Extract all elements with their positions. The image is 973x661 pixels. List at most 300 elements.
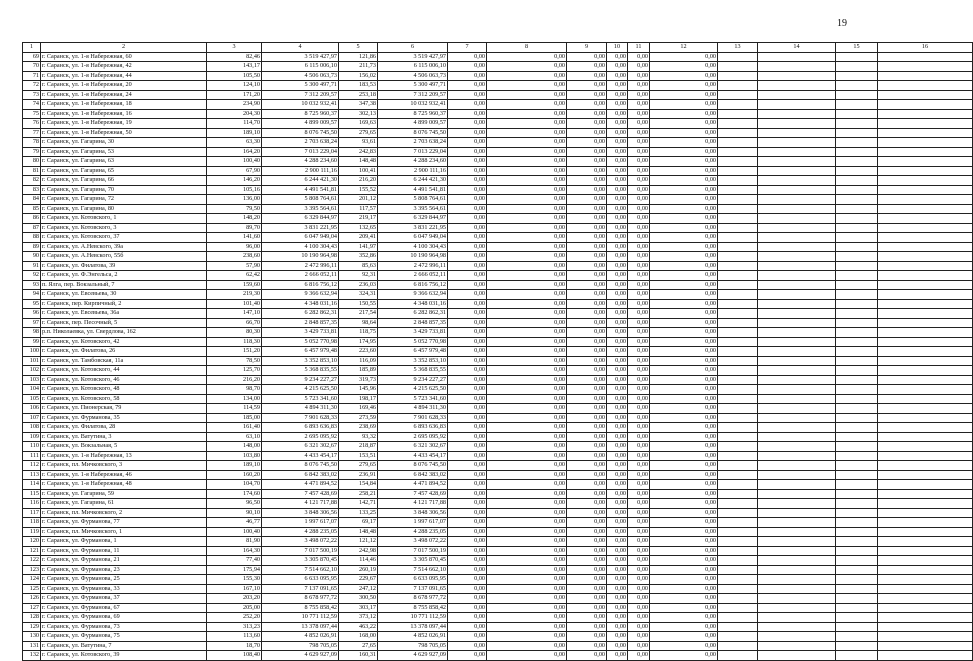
table-cell: 236,03: [339, 280, 378, 290]
table-cell: 0,00: [567, 413, 607, 423]
table-cell: 0,00: [628, 575, 650, 585]
table-cell: 117,57: [339, 204, 378, 214]
table-row: [23, 347, 973, 357]
empty-cell: [878, 299, 973, 309]
table-cell: 3 429 733,81: [378, 328, 448, 338]
table-cell: 0,00: [448, 546, 487, 556]
empty-cell: [758, 537, 836, 547]
table-cell: 0,00: [628, 527, 650, 537]
table-cell: 7 137 091,65: [378, 584, 448, 594]
table-cell: 0,00: [487, 128, 567, 138]
table-cell: 75: [23, 109, 41, 119]
table-cell: 0,00: [650, 242, 718, 252]
empty-cell: [758, 546, 836, 556]
table-cell: 3 395 564,61: [262, 204, 339, 214]
table-cell: 103,80: [207, 451, 262, 461]
empty-cell: [836, 489, 878, 499]
table-cell: 0,00: [650, 271, 718, 281]
table-cell: 108: [23, 423, 41, 433]
table-cell: 0,00: [628, 280, 650, 290]
table-cell: 84: [23, 195, 41, 205]
table-cell: г. Саранск, ул. Гагарина, 30: [41, 138, 207, 148]
table-cell: 0,00: [628, 204, 650, 214]
table-cell: 0,00: [607, 470, 628, 480]
empty-cell: [836, 537, 878, 547]
empty-cell: [718, 138, 758, 148]
table-cell: 0,00: [650, 366, 718, 376]
empty-cell: [836, 584, 878, 594]
table-cell: 10 032 932,41: [262, 100, 339, 110]
table-row: [23, 176, 973, 186]
empty-cell: [718, 575, 758, 585]
table-cell: 3 848 306,56: [262, 508, 339, 518]
empty-cell: [758, 261, 836, 271]
empty-cell: [878, 470, 973, 480]
table-cell: г. Саранск, ул. Гагарина, 53: [41, 147, 207, 157]
table-cell: 4 121 717,88: [378, 499, 448, 509]
table-cell: 0,00: [448, 432, 487, 442]
table-cell: 0,00: [650, 651, 718, 661]
empty-cell: [878, 52, 973, 62]
table-cell: 0,00: [567, 233, 607, 243]
empty-cell: [836, 613, 878, 623]
empty-cell: [836, 518, 878, 528]
table-cell: 0,00: [567, 394, 607, 404]
empty-cell: [718, 337, 758, 347]
table-cell: 303,17: [339, 603, 378, 613]
column-number-cell: 16: [878, 43, 973, 53]
table-cell: 0,00: [567, 157, 607, 167]
empty-cell: [878, 404, 973, 414]
table-cell: 91: [23, 261, 41, 271]
table-cell: 0,00: [448, 185, 487, 195]
empty-cell: [758, 109, 836, 119]
table-cell: 93,32: [339, 432, 378, 442]
table-cell: 0,00: [487, 423, 567, 433]
table-cell: 96,00: [207, 242, 262, 252]
table-cell: 0,00: [628, 309, 650, 319]
empty-cell: [836, 527, 878, 537]
table-cell: 5 723 341,60: [262, 394, 339, 404]
empty-cell: [758, 280, 836, 290]
table-cell: 115: [23, 489, 41, 499]
empty-cell: [718, 632, 758, 642]
table-cell: 6 282 862,31: [378, 309, 448, 319]
table-cell: 3 831 221,95: [262, 223, 339, 233]
table-cell: 0,00: [567, 461, 607, 471]
table-cell: 4 629 927,09: [378, 651, 448, 661]
table-cell: 300,50: [339, 594, 378, 604]
table-cell: 0,00: [487, 166, 567, 176]
table-cell: 0,00: [607, 71, 628, 81]
table-cell: 0,00: [487, 337, 567, 347]
table-cell: 0,00: [607, 309, 628, 319]
table-cell: 0,00: [567, 404, 607, 414]
empty-cell: [758, 290, 836, 300]
table-cell: 0,00: [607, 280, 628, 290]
empty-cell: [878, 261, 973, 271]
table-cell: 113,60: [207, 632, 262, 642]
empty-cell: [758, 413, 836, 423]
empty-cell: [718, 461, 758, 471]
table-cell: 0,00: [628, 404, 650, 414]
table-cell: 7 901 628,33: [262, 413, 339, 423]
table-cell: 0,00: [567, 90, 607, 100]
table-cell: 0,00: [487, 100, 567, 110]
table-cell: 148,48: [339, 527, 378, 537]
table-cell: 0,00: [567, 318, 607, 328]
table-cell: 0,00: [607, 508, 628, 518]
table-row: [23, 622, 973, 632]
table-row: [23, 461, 973, 471]
table-cell: 0,00: [448, 556, 487, 566]
table-cell: 0,00: [650, 575, 718, 585]
empty-cell: [718, 499, 758, 509]
empty-cell: [836, 565, 878, 575]
table-cell: 260,19: [339, 565, 378, 575]
table-cell: 4 471 894,52: [262, 480, 339, 490]
empty-cell: [718, 518, 758, 528]
table-cell: 0,00: [628, 176, 650, 186]
empty-cell: [758, 309, 836, 319]
table-cell: 0,00: [487, 603, 567, 613]
table-cell: 0,00: [567, 565, 607, 575]
table-cell: 0,00: [448, 584, 487, 594]
table-cell: 0,00: [448, 176, 487, 186]
empty-cell: [836, 404, 878, 414]
table-cell: 0,00: [567, 185, 607, 195]
table-cell: 7 457 428,69: [378, 489, 448, 499]
table-cell: 2 900 111,16: [262, 166, 339, 176]
table-cell: 100,40: [207, 527, 262, 537]
table-cell: 6 893 636,83: [262, 423, 339, 433]
table-cell: 9 366 632,94: [378, 290, 448, 300]
table-cell: г. Саранск, ул. А.Невского, 39а: [41, 242, 207, 252]
table-cell: 101,40: [207, 299, 262, 309]
table-cell: 6 115 006,10: [262, 62, 339, 72]
empty-cell: [758, 318, 836, 328]
table-cell: 0,00: [650, 527, 718, 537]
table-cell: 0,00: [487, 309, 567, 319]
empty-cell: [878, 147, 973, 157]
table-cell: 0,00: [607, 622, 628, 632]
table-cell: 0,00: [628, 413, 650, 423]
empty-cell: [718, 242, 758, 252]
table-cell: 0,00: [448, 100, 487, 110]
empty-cell: [836, 100, 878, 110]
table-cell: 80: [23, 157, 41, 167]
table-cell: 95: [23, 299, 41, 309]
table-cell: 0,00: [448, 233, 487, 243]
empty-cell: [718, 404, 758, 414]
table-cell: 1 997 617,07: [378, 518, 448, 528]
table-cell: 0,00: [650, 461, 718, 471]
empty-cell: [718, 166, 758, 176]
empty-cell: [758, 518, 836, 528]
table-row: [23, 337, 973, 347]
table-cell: 0,00: [607, 651, 628, 661]
table-cell: 0,00: [567, 52, 607, 62]
table-row: [23, 565, 973, 575]
table-row: [23, 385, 973, 395]
table-cell: 0,00: [567, 527, 607, 537]
table-cell: 155,30: [207, 575, 262, 585]
table-cell: 219,30: [207, 290, 262, 300]
table-cell: 0,00: [607, 138, 628, 148]
table-cell: 0,00: [628, 337, 650, 347]
table-cell: 0,00: [487, 366, 567, 376]
empty-cell: [758, 119, 836, 129]
table-cell: 0,00: [650, 432, 718, 442]
table-cell: 0,00: [487, 413, 567, 423]
table-cell: г. Саранск, ул. Филатова, 28: [41, 423, 207, 433]
table-cell: 0,00: [487, 613, 567, 623]
table-cell: 0,00: [650, 100, 718, 110]
empty-cell: [878, 385, 973, 395]
table-cell: 0,00: [607, 318, 628, 328]
table-cell: 253,18: [339, 90, 378, 100]
empty-cell: [836, 651, 878, 661]
table-cell: 0,00: [567, 375, 607, 385]
table-row: [23, 204, 973, 214]
table-cell: 3 305 870,45: [262, 556, 339, 566]
empty-cell: [758, 394, 836, 404]
empty-cell: [878, 195, 973, 205]
table-cell: 0,00: [650, 356, 718, 366]
table-cell: 0,00: [448, 385, 487, 395]
table-cell: 798 705,05: [262, 641, 339, 651]
table-cell: 4 852 026,91: [378, 632, 448, 642]
table-cell: 0,00: [607, 546, 628, 556]
empty-cell: [836, 347, 878, 357]
table-cell: 0,00: [448, 347, 487, 357]
column-number-cell: 9: [567, 43, 607, 53]
table-cell: 0,00: [607, 527, 628, 537]
empty-cell: [878, 252, 973, 262]
table-cell: г. Саранск, ул. 1-я Набережная, 13: [41, 451, 207, 461]
table-cell: 0,00: [607, 375, 628, 385]
table-cell: 0,00: [628, 100, 650, 110]
table-cell: 5 052 770,98: [262, 337, 339, 347]
table-cell: 0,00: [448, 375, 487, 385]
table-cell: 0,00: [567, 385, 607, 395]
empty-cell: [718, 128, 758, 138]
table-row: [23, 252, 973, 262]
table-cell: 105: [23, 394, 41, 404]
empty-cell: [836, 299, 878, 309]
empty-cell: [758, 356, 836, 366]
table-cell: 129: [23, 622, 41, 632]
empty-cell: [836, 109, 878, 119]
empty-cell: [878, 527, 973, 537]
table-cell: 0,00: [487, 480, 567, 490]
column-number-cell: 15: [836, 43, 878, 53]
table-cell: 0,00: [650, 499, 718, 509]
empty-cell: [836, 71, 878, 81]
table-cell: 0,00: [650, 252, 718, 262]
table-cell: 203,20: [207, 594, 262, 604]
table-cell: 0,00: [628, 432, 650, 442]
table-cell: г. Саранск, ул. А.Невского, 55б: [41, 252, 207, 262]
table-cell: 6 816 756,12: [378, 280, 448, 290]
table-cell: 7 013 229,04: [378, 147, 448, 157]
table-cell: 131: [23, 641, 41, 651]
table-cell: 167,10: [207, 584, 262, 594]
empty-cell: [836, 166, 878, 176]
table-cell: 122: [23, 556, 41, 566]
empty-cell: [718, 223, 758, 233]
empty-cell: [718, 318, 758, 328]
table-cell: 0,00: [487, 641, 567, 651]
table-cell: 0,00: [607, 290, 628, 300]
table-cell: 62,42: [207, 271, 262, 281]
empty-cell: [718, 90, 758, 100]
table-cell: 0,00: [650, 375, 718, 385]
table-cell: 92: [23, 271, 41, 281]
table-cell: 0,00: [487, 62, 567, 72]
table-cell: 0,00: [650, 584, 718, 594]
table-cell: г. Саранск, ул. Гагарина, 63: [41, 157, 207, 167]
table-cell: 0,00: [628, 632, 650, 642]
table-row: [23, 651, 973, 661]
table-cell: 0,00: [628, 584, 650, 594]
column-number-cell: 8: [487, 43, 567, 53]
empty-cell: [878, 423, 973, 433]
empty-cell: [718, 347, 758, 357]
table-cell: 258,21: [339, 489, 378, 499]
table-cell: 0,00: [448, 280, 487, 290]
empty-cell: [878, 394, 973, 404]
table-row: [23, 641, 973, 651]
table-cell: 189,10: [207, 128, 262, 138]
empty-cell: [836, 185, 878, 195]
table-cell: 0,00: [487, 195, 567, 205]
table-cell: 111: [23, 451, 41, 461]
table-cell: г. Саранск, ул. 1-я Набережная, 48: [41, 480, 207, 490]
table-cell: 0,00: [448, 451, 487, 461]
empty-cell: [758, 527, 836, 537]
empty-cell: [878, 223, 973, 233]
empty-cell: [836, 546, 878, 556]
table-cell: 93: [23, 280, 41, 290]
table-cell: 4 288 234,60: [262, 157, 339, 167]
table-cell: 0,00: [487, 375, 567, 385]
empty-cell: [758, 100, 836, 110]
table-cell: 0,00: [448, 499, 487, 509]
table-cell: 104,70: [207, 480, 262, 490]
table-cell: р.п. Николаевка, ул. Свердлова, 162: [41, 328, 207, 338]
table-cell: 234,90: [207, 100, 262, 110]
empty-cell: [758, 556, 836, 566]
empty-cell: [836, 204, 878, 214]
column-number-cell: 11: [628, 43, 650, 53]
table-cell: 69,17: [339, 518, 378, 528]
empty-cell: [718, 81, 758, 91]
table-cell: 6 633 095,95: [378, 575, 448, 585]
empty-cell: [878, 641, 973, 651]
table-cell: 0,00: [650, 166, 718, 176]
table-cell: 0,00: [448, 242, 487, 252]
table-cell: 7 901 628,33: [378, 413, 448, 423]
table-cell: 0,00: [607, 157, 628, 167]
table-cell: 0,00: [607, 252, 628, 262]
empty-cell: [718, 508, 758, 518]
table-row: [23, 442, 973, 452]
empty-cell: [718, 356, 758, 366]
empty-cell: [758, 451, 836, 461]
table-cell: г. Саранск, ул. Фурманова, 23: [41, 565, 207, 575]
empty-cell: [878, 328, 973, 338]
table-cell: 85: [23, 204, 41, 214]
table-cell: 0,00: [487, 214, 567, 224]
table-cell: 0,00: [487, 537, 567, 547]
empty-cell: [758, 62, 836, 72]
table-cell: г. Саранск, ул. Филатова, 39: [41, 261, 207, 271]
table-cell: 114,46: [339, 556, 378, 566]
empty-cell: [836, 328, 878, 338]
table-cell: г. Саранск, пер. Песочный, 5: [41, 318, 207, 328]
table-cell: 0,00: [567, 261, 607, 271]
empty-cell: [718, 451, 758, 461]
table-cell: 0,00: [607, 271, 628, 281]
empty-cell: [836, 280, 878, 290]
table-cell: 3 498 072,22: [378, 537, 448, 547]
empty-cell: [718, 185, 758, 195]
table-cell: 0,00: [487, 518, 567, 528]
empty-cell: [758, 480, 836, 490]
empty-cell: [878, 613, 973, 623]
table-cell: 463,22: [339, 622, 378, 632]
table-row: [23, 223, 973, 233]
table-cell: 0,00: [567, 347, 607, 357]
table-cell: 0,00: [567, 71, 607, 81]
table-cell: 0,00: [567, 299, 607, 309]
table-cell: 0,00: [650, 603, 718, 613]
table-cell: 3 519 427,97: [262, 52, 339, 62]
table-cell: г. Саранск, ул. Фурманова, 1: [41, 537, 207, 547]
table-cell: 0,00: [567, 309, 607, 319]
empty-cell: [758, 375, 836, 385]
table-cell: 8 076 745,50: [378, 128, 448, 138]
empty-cell: [836, 603, 878, 613]
table-cell: 133,25: [339, 508, 378, 518]
building-repair-table: [22, 42, 973, 661]
table-cell: 0,00: [448, 603, 487, 613]
table-cell: 4 288 235,05: [378, 527, 448, 537]
table-cell: 0,00: [567, 451, 607, 461]
page-number: 19: [837, 18, 847, 29]
table-cell: 79,50: [207, 204, 262, 214]
table-cell: 142,71: [339, 499, 378, 509]
table-cell: 0,00: [650, 233, 718, 243]
table-cell: 0,00: [567, 290, 607, 300]
table-row: [23, 81, 973, 91]
table-cell: 5 300 497,71: [262, 81, 339, 91]
empty-cell: [718, 157, 758, 167]
table-cell: 130: [23, 632, 41, 642]
table-cell: 0,00: [607, 261, 628, 271]
table-cell: 6 047 949,04: [378, 233, 448, 243]
empty-cell: [718, 565, 758, 575]
table-cell: г. Саранск, ул. Евсевьева, 30: [41, 290, 207, 300]
table-cell: 81: [23, 166, 41, 176]
table-cell: 148,00: [207, 442, 262, 452]
table-cell: 119: [23, 527, 41, 537]
table-cell: 0,00: [448, 309, 487, 319]
table-cell: 0,00: [628, 81, 650, 91]
table-cell: 0,00: [487, 594, 567, 604]
table-cell: г. Саранск, ул. Фурманова, 11: [41, 546, 207, 556]
